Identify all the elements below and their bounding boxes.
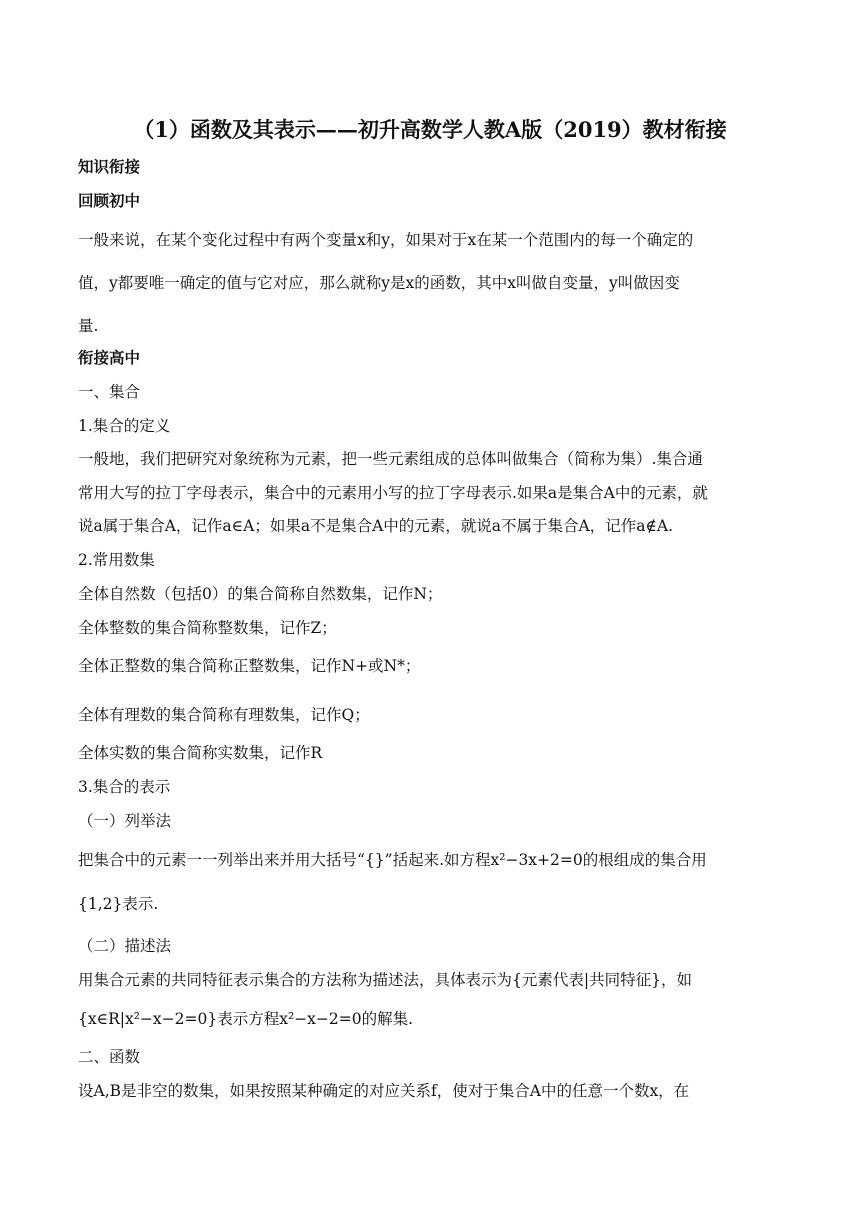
- number-set-positive-integer: 全体正整数的集合简称正整数集，记作N+或N*；: [78, 657, 421, 675]
- list-method-line-1: 把集合中的元素一一列举出来并用大括号“{}”括起来.如方程x²−3x+2=0的根组成的集合用: [78, 851, 707, 869]
- definition-line-2: 常用大写的拉丁字母表示，集合中的元素用小写的拉丁字母表示.如果a是集合A中的元素，就: [78, 484, 708, 502]
- list-method-line-2: {1,2}表示.: [78, 895, 159, 913]
- number-set-integer: 全体整数的集合简称整数集，记作Z；: [78, 619, 337, 637]
- description-method-line-2: {x∈R|x²−x−2=0}表示方程x²−x−2=0的解集.: [78, 1010, 414, 1028]
- definition-line-1: 一般地，我们把研究对象统称为元素，把一些元素组成的总体叫做集合（简称为集）.集合通: [78, 450, 703, 468]
- subheading-jihe-dingyi: 1.集合的定义: [78, 417, 171, 435]
- heading-zhishi-xianjie: 知识衔接: [78, 157, 141, 176]
- subheading-miaoshufa: （二）描述法: [78, 937, 172, 955]
- heading-xianjie-gaozhong: 衔接高中: [78, 348, 141, 367]
- number-set-natural: 全体自然数（包括0）的集合简称自然数集，记作N；: [78, 585, 443, 603]
- intro-paragraph-line-2: 值，y都要唯一确定的值与它对应，那么就称y是x的函数，其中x叫做自变量，y叫做因变: [78, 274, 680, 292]
- section-heading-jihe: 一、集合: [78, 383, 141, 401]
- section-heading-hanshu: 二、函数: [78, 1048, 141, 1066]
- heading-huigu-chuzhong: 回顾初中: [78, 191, 141, 210]
- page-title: （1）函数及其表示——初升高数学人教A版（2019）教材衔接: [133, 117, 727, 142]
- intro-paragraph-line-1: 一般来说，在某个变化过程中有两个变量x和y，如果对于x在某一个范围内的每一个确定的: [78, 231, 694, 249]
- intro-paragraph-line-3: 量.: [78, 317, 99, 335]
- description-method-line-1: 用集合元素的共同特征表示集合的方法称为描述法，具体表示为{元素代表|共同特征}，如: [78, 971, 692, 989]
- number-set-rational: 全体有理数的集合简称有理数集，记作Q；: [78, 706, 370, 724]
- subheading-liejufa: （一）列举法: [78, 812, 172, 830]
- definition-line-3: 说a属于集合A，记作a∈A；如果a不是集合A中的元素，就说a不属于集合A，记作a∉A.: [78, 517, 674, 535]
- subheading-changyong-shuji: 2.常用数集: [78, 551, 155, 569]
- subheading-jihe-biaoshi: 3.集合的表示: [78, 778, 171, 796]
- number-set-real: 全体实数的集合简称实数集，记作R: [78, 744, 323, 762]
- function-definition-line-1: 设A,B是非空的数集，如果按照某种确定的对应关系f，使对于集合A中的任意一个数x，在: [78, 1082, 690, 1100]
